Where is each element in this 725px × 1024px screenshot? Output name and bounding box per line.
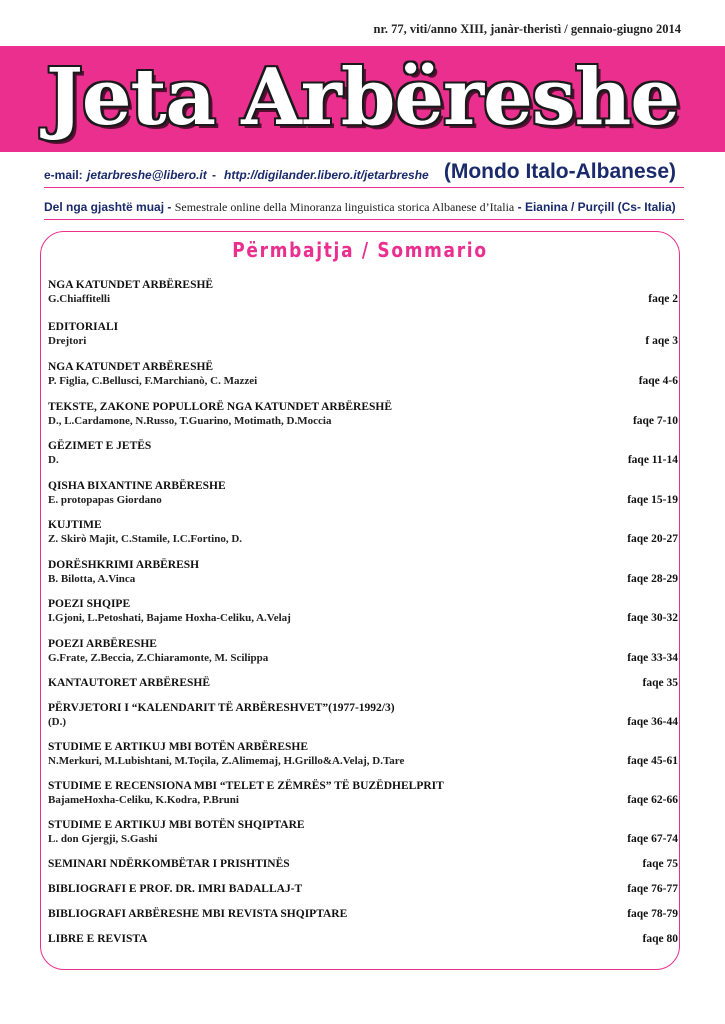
toc-entry-page: faqe 35 bbox=[642, 677, 678, 689]
header-divider bbox=[44, 187, 684, 188]
toc-entry[interactable] bbox=[48, 558, 680, 586]
toc-entry[interactable] bbox=[48, 932, 680, 946]
toc-entry-page: faqe 7-10 bbox=[632, 414, 678, 427]
toc-entry-authors: G.Chiaffitelli bbox=[48, 293, 111, 305]
toc-entry-title: QISHA BIXANTINE ARBËRESHE bbox=[48, 479, 226, 492]
toc-entry-title: NGA KATUNDET ARBËRESHË bbox=[48, 279, 214, 291]
toc-entry-title: EDITORIALI bbox=[48, 320, 119, 333]
toc-heading: Përmbajtja / Sommario bbox=[232, 238, 488, 262]
subtitle-separator: - bbox=[164, 200, 175, 214]
toc-entry[interactable] bbox=[48, 818, 680, 846]
subtitle-italian: Semestrale online della Minoranza linguistica storica Albanese d’Italia bbox=[174, 200, 515, 214]
toc-entry-title: PËRVJETORI I “KALENDARIT TË ARBËRESHVET”(1977-1992/3) bbox=[48, 702, 395, 714]
toc-entry-title: LIBRE E REVISTA bbox=[48, 933, 148, 945]
toc-entry[interactable] bbox=[48, 320, 680, 348]
toc-entry[interactable] bbox=[48, 882, 680, 896]
toc-entry-page: faqe 67-74 bbox=[627, 833, 678, 845]
toc-entry-title: KUJTIME bbox=[48, 519, 102, 531]
toc-entry-authors: Z. Skirò Majit, C.Stamile, I.C.Fortino, D. bbox=[48, 533, 243, 545]
toc-entry-title: STUDIME E ARTIKUJ MBI BOTËN SHQIPTARE bbox=[48, 819, 305, 831]
toc-entry-title: DORËSHKRIMI ARBËRESH bbox=[48, 558, 200, 571]
toc-entry-authors: B. Bilotta, A.Vinca bbox=[48, 572, 136, 585]
toc-entry[interactable] bbox=[48, 518, 680, 546]
toc-entry-authors: D. bbox=[48, 454, 59, 466]
toc-entry-title: BIBLIOGRAFI ARBËRESHE MBI REVISTA SHQIPTARE bbox=[48, 908, 348, 920]
email-link[interactable]: jetarbreshe@libero.it bbox=[87, 168, 207, 182]
toc-entry-title: KANTAUTORET ARBËRESHË bbox=[48, 677, 211, 689]
toc-entry[interactable] bbox=[48, 637, 680, 665]
toc-entry-page: faqe 28-29 bbox=[627, 572, 678, 585]
toc-entry[interactable] bbox=[48, 278, 680, 306]
toc-entry-page: faqe 78-79 bbox=[627, 908, 678, 920]
toc-entry-authors: I.Gjoni, L.Petoshati, Bajame Hoxha-Celiku, A.Velaj bbox=[48, 612, 291, 624]
toc-entry-page: faqe 36-44 bbox=[627, 716, 678, 728]
toc-entry-page: faqe 15-19 bbox=[627, 493, 678, 506]
toc-entry-authors: Drejtori bbox=[48, 334, 87, 347]
toc-entry-page: faqe 62-66 bbox=[627, 794, 678, 806]
subtitle-albanian: Del nga gjashtë muaj bbox=[44, 200, 165, 214]
toc-entry[interactable] bbox=[48, 740, 680, 768]
toc-entry-page: faqe 4-6 bbox=[638, 374, 678, 387]
toc-entry[interactable] bbox=[48, 857, 680, 871]
email-label: e-mail: bbox=[44, 168, 83, 182]
table-of-contents bbox=[48, 278, 680, 946]
toc-entry-page: faqe 11-14 bbox=[627, 454, 678, 466]
toc-entry-page: faqe 30-32 bbox=[627, 612, 678, 624]
subtitle-line bbox=[44, 200, 684, 215]
toc-entry-title: SEMINARI NDËRKOMBËTAR I PRISHTINËS bbox=[48, 858, 290, 870]
subtitle-separator: - bbox=[514, 200, 525, 214]
toc-entry-title: POEZI SHQIPE bbox=[48, 598, 131, 610]
toc-entry-authors: E. protopapas Giordano bbox=[48, 493, 162, 506]
toc-entry-title: STUDIME E RECENSIONA MBI “TELET E ZËMRËS” TË BUZËDHELPRIT bbox=[48, 780, 444, 792]
toc-entry-title: GËZIMET E JETËS bbox=[48, 440, 152, 452]
toc-entry-authors: N.Merkuri, M.Lubishtani, M.Toçila, Z.Alimemaj, H.Grillo&A.Velaj, D.Tare bbox=[48, 755, 405, 767]
toc-entry-authors: L. don Gjergji, S.Gashi bbox=[48, 833, 158, 845]
toc-entry-page: faqe 76-77 bbox=[627, 883, 678, 895]
toc-entry[interactable] bbox=[48, 907, 680, 921]
toc-entry[interactable] bbox=[48, 439, 680, 467]
toc-entry[interactable] bbox=[48, 400, 680, 428]
toc-entry-title: BIBLIOGRAFI E PROF. DR. IMRI BADALLAJ-T bbox=[48, 883, 303, 895]
toc-entry[interactable] bbox=[48, 779, 680, 807]
toc-entry-authors: D., L.Cardamone, N.Russo, T.Guarino, Motimath, D.Moccia bbox=[48, 414, 332, 427]
toc-entry-title: POEZI ARBËRESHE bbox=[48, 637, 157, 650]
subtitle-divider bbox=[44, 219, 684, 220]
toc-entry-page: faqe 33-34 bbox=[627, 651, 678, 664]
toc-entry-title: TEKSTE, ZAKONE POPULLORË NGA KATUNDET ARBËRESHË bbox=[48, 400, 393, 413]
website-link[interactable]: http://digilander.libero.it/jetarbreshe bbox=[224, 168, 429, 182]
issue-line: nr. 77, viti/anno XIII, janàr-theristì / gennaio-giugno 2014 bbox=[373, 22, 681, 36]
toc-entry-title: STUDIME E ARTIKUJ MBI BOTËN ARBËRESHE bbox=[48, 741, 309, 753]
toc-entry-page: f aqe 3 bbox=[645, 334, 678, 347]
toc-entry-authors: BajameHoxha-Celiku, K.Kodra, P.Bruni bbox=[48, 794, 239, 806]
subtitle-location: Eianina / Purçill (Cs- Italia) bbox=[524, 200, 676, 214]
toc-entry-page: faqe 80 bbox=[642, 933, 678, 945]
toc-entry-title: NGA KATUNDET ARBËRESHË bbox=[48, 360, 214, 373]
contact-line bbox=[44, 160, 684, 186]
toc-entry-page: faqe 20-27 bbox=[627, 533, 678, 545]
toc-entry[interactable] bbox=[48, 360, 680, 388]
masthead-title: Jeta Arbëreshe bbox=[45, 52, 679, 143]
toc-entry[interactable] bbox=[48, 479, 680, 507]
toc-entry-page: faqe 2 bbox=[648, 293, 678, 305]
toc-entry[interactable] bbox=[48, 701, 680, 729]
toc-entry-authors: P. Figlia, C.Bellusci, F.Marchianò, C. Mazzei bbox=[48, 374, 258, 387]
contact-separator: - bbox=[212, 168, 216, 182]
toc-entry-authors: G.Frate, Z.Beccia, Z.Chiaramonte, M. Scilippa bbox=[48, 651, 269, 664]
toc-entry[interactable] bbox=[48, 676, 680, 690]
toc-entry-authors: (D.) bbox=[48, 716, 67, 728]
toc-entry-page: faqe 45-61 bbox=[627, 755, 678, 767]
toc-entry[interactable] bbox=[48, 597, 680, 625]
mondo-italo-albanese: (Mondo Italo-Albanese) bbox=[443, 160, 676, 183]
toc-entry-page: faqe 75 bbox=[642, 858, 678, 870]
